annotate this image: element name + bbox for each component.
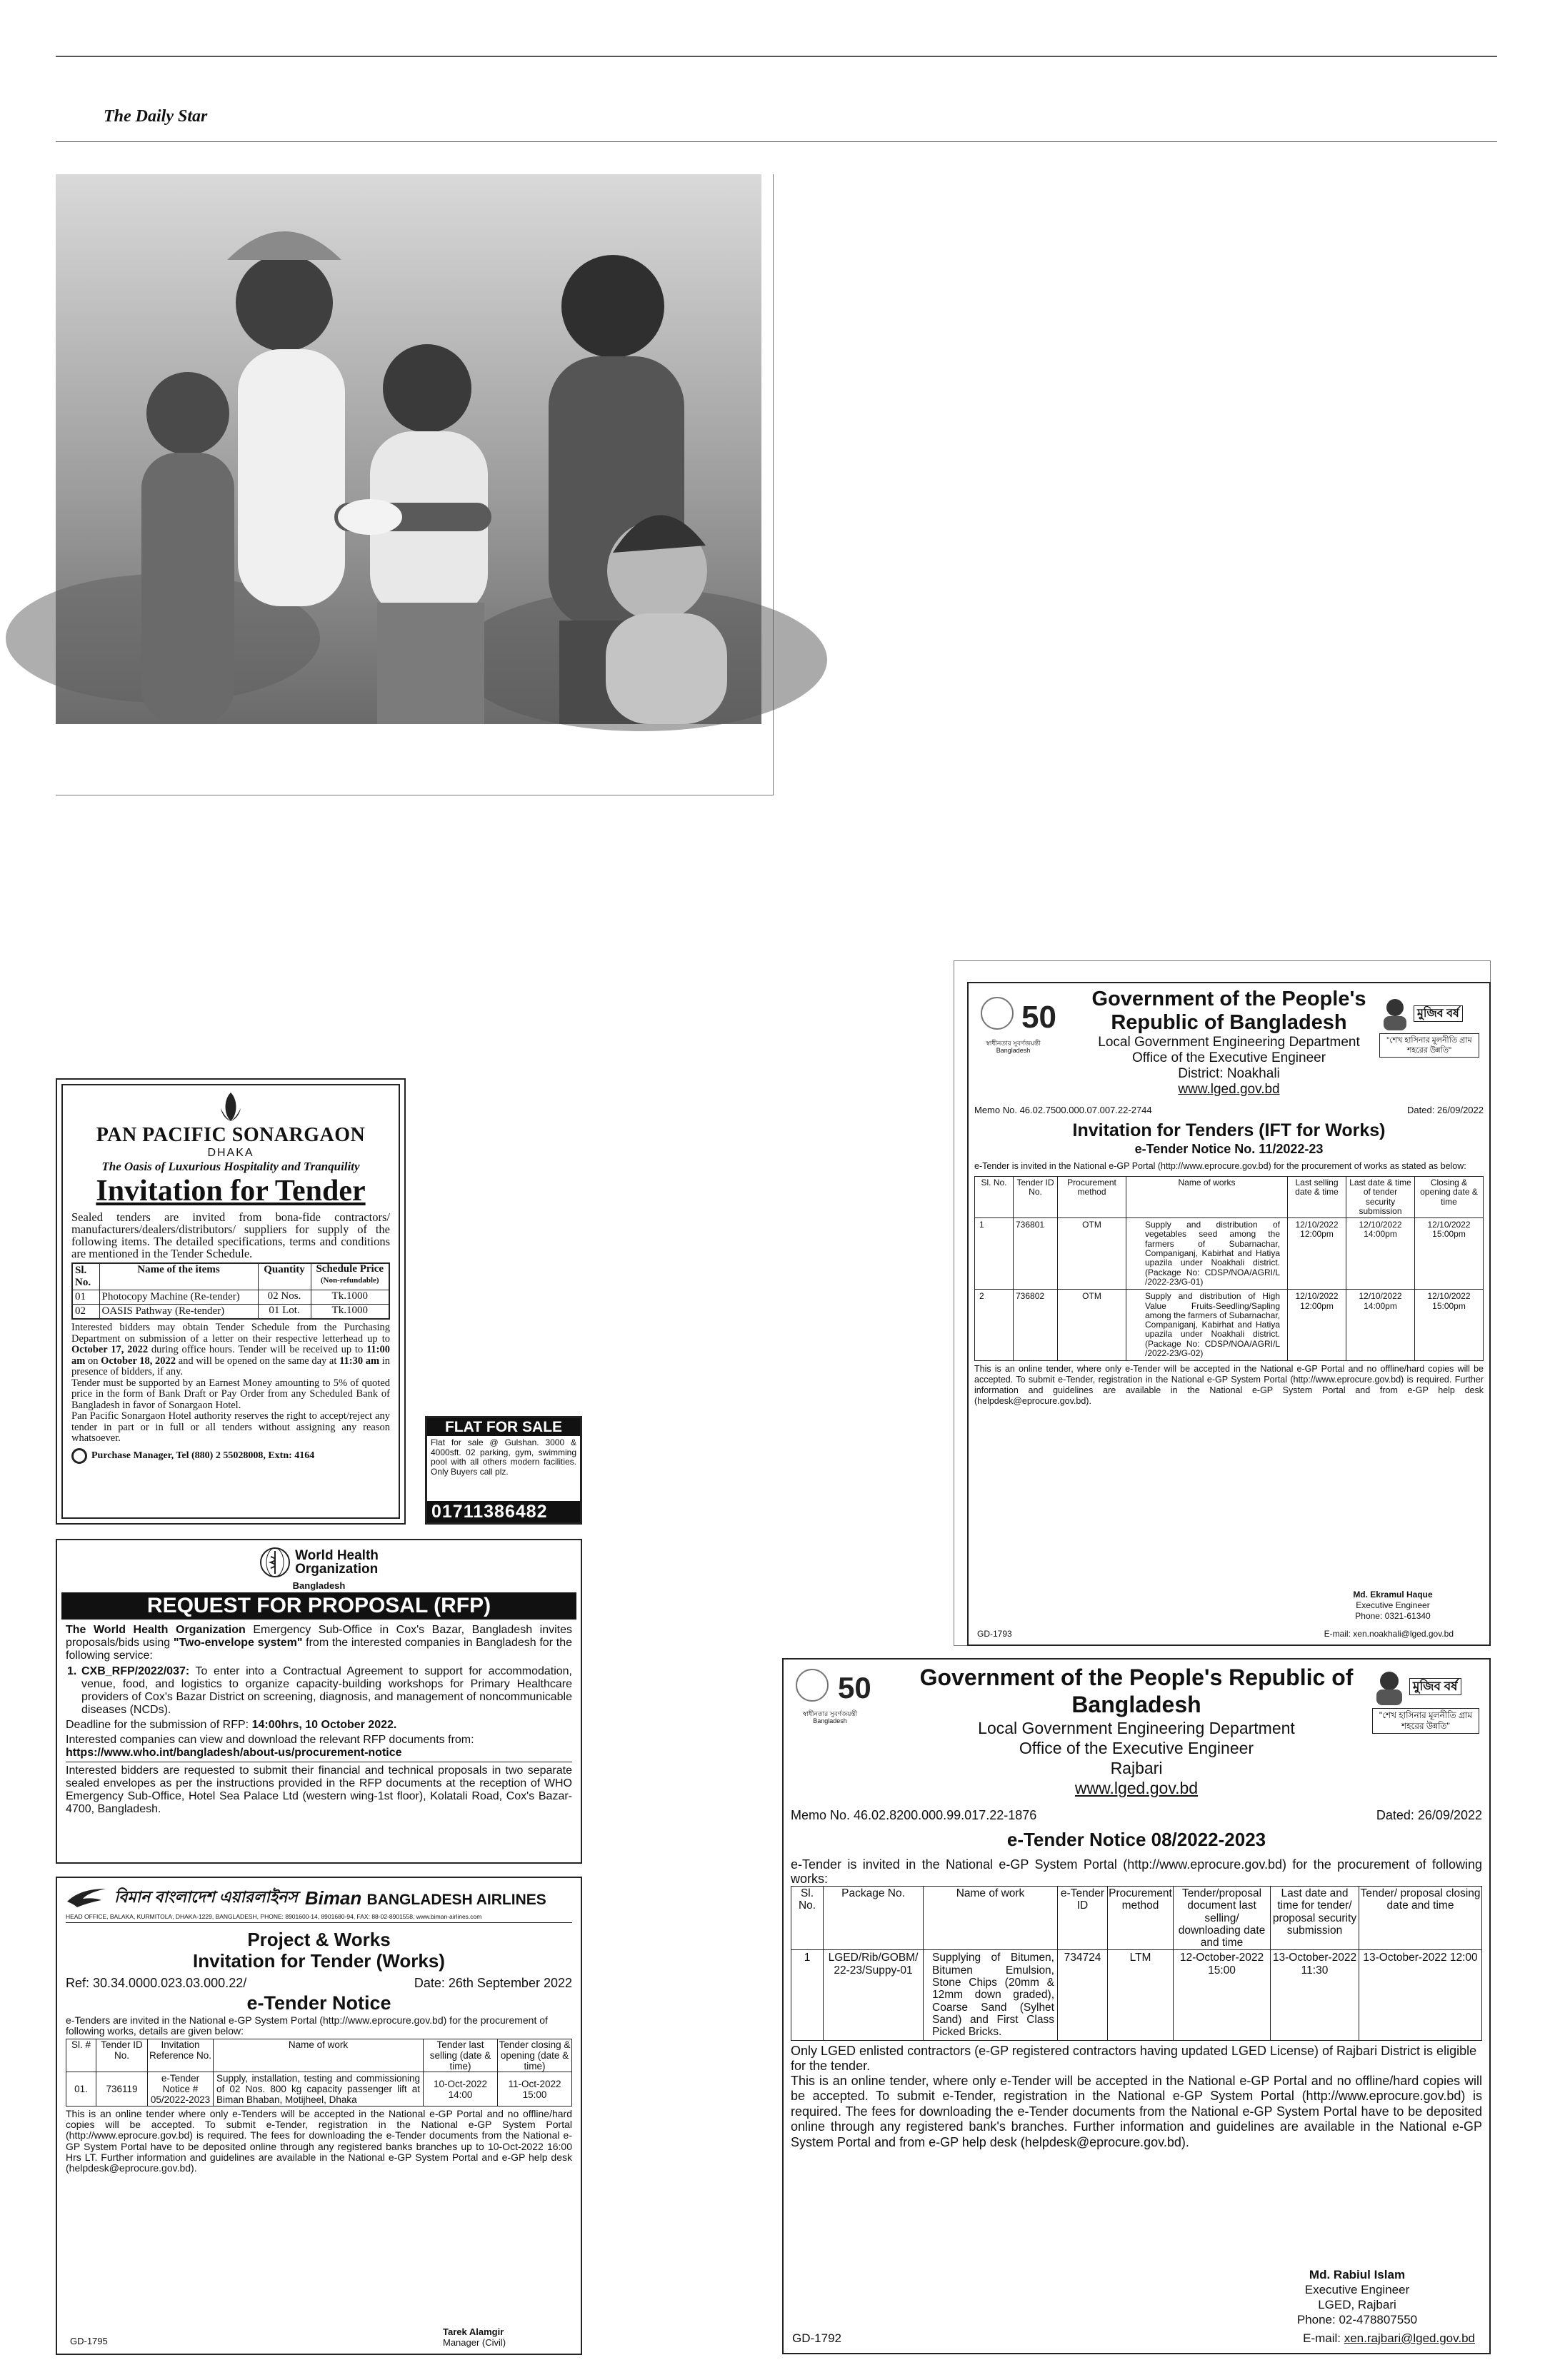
- flat-phone: 01711386482: [427, 1501, 580, 1522]
- children-photo: [56, 174, 761, 724]
- cell-sl: 01: [72, 1290, 99, 1305]
- col-selling: Tender/proposal document last selling/ downloading date and time: [1174, 1887, 1271, 1950]
- deadline-label: Deadline for the submission of RFP:: [66, 1719, 252, 1731]
- cell-sl: 02: [72, 1305, 99, 1320]
- noakhali-intro: e-Tender is invited in the National e-GP Portal (http://www.eprocure.gov.bd) for the procurement of works as stated as below:: [974, 1161, 1466, 1171]
- biman-bangla-name: বিমান বাংলাদেশ এয়ারলাইনস: [114, 1887, 298, 1906]
- col-work: Name of work: [924, 1887, 1058, 1950]
- col-package: Package No.: [824, 1887, 924, 1950]
- noakhali-memo-line: [974, 1105, 1484, 1115]
- cell-security: 12/10/2022 14:00pm: [1346, 1218, 1415, 1290]
- rfp-reference: CXB_RFP/2022/037:: [81, 1665, 190, 1677]
- flat-body: Flat for sale @ Gulshan. 3000 & 4000sft. 02 parking, gym, swimming pool with all others modern facilities. Only Buyers call plz.: [431, 1437, 576, 1477]
- schedule-deadline: October 17, 2022: [71, 1344, 149, 1355]
- table-row: [66, 2072, 572, 2107]
- noakhali-sign: [1325, 1590, 1461, 1622]
- jubilee-50-icon: [791, 1665, 869, 1707]
- who-url[interactable]: https://www.who.int/bangladesh/about-us/procurement-notice: [66, 1747, 572, 1762]
- cell-price: Tk.1000: [311, 1305, 389, 1320]
- cell-item: OASIS Pathway (Re-tender): [99, 1305, 258, 1320]
- item-number: 1.: [67, 1665, 77, 1677]
- body-text: Interested bidders may obtain Tender Schedule from the Purchasing Department on submission of a letter on their respective letterhead up to: [71, 1322, 390, 1345]
- tender-body-2: Tender must be supported by an Earnest Money amounting to 5% of quoted price in the form of Bank Draft or Pay Order from any Scheduled Bank of Bangladesh in favor of Sonargaon Hotel.: [71, 1377, 390, 1411]
- cell-qty: 01 Lot.: [258, 1305, 311, 1320]
- cell-method: OTM: [1058, 1218, 1126, 1290]
- slogan-box: "শেখ হাসিনার মূলনীতি গ্রাম শহরের উন্নতি": [1372, 1708, 1479, 1734]
- receive-time: 11:00 am: [71, 1344, 391, 1367]
- rajbari-gd: GD-1792: [792, 2331, 841, 2345]
- col-work: Name of work: [214, 2039, 424, 2072]
- mujib-block: [1379, 996, 1479, 1058]
- col-closing: Tender closing & opening (date & time): [498, 2039, 572, 2072]
- sign-phone: Phone: 02-478807550: [1296, 2313, 1418, 2326]
- who-org-name: [295, 1549, 379, 1576]
- rajbari-intro: e-Tender is invited in the National e-GP System Portal (http://www.eprocure.gov.bd) for the procurement of following works:: [791, 1857, 1482, 1886]
- noakhali-footer: This is an online tender, where only e-Tender will be accepted in the National e-GP Portal and no offline/hard copies will be accepted. To submit e-Tender, registration in the National e-GP System Portal (http://www.eprocure.gov.bd) is required. Further information and guidelines are available in the National e-GP System Portal and from e-GP help desk (helpdesk@eprocure.gov.bd).: [974, 1364, 1484, 1407]
- dated: Dated: 26/09/2022: [1376, 1808, 1482, 1822]
- biman-ad: [56, 1877, 582, 2355]
- col-closing: Closing & opening date & time: [1415, 1177, 1484, 1218]
- pan-pacific-logo: [71, 1090, 390, 1124]
- col-works: Name of works: [1126, 1177, 1288, 1218]
- sign-name: Tarek Alamgir: [443, 2326, 504, 2337]
- biman-table: [66, 2039, 572, 2107]
- sign-title: Executive Engineer: [1304, 2283, 1410, 2296]
- tender-items-table: [71, 1262, 390, 1320]
- table-row: [791, 1950, 1482, 2040]
- pan-pacific-inner: [61, 1084, 400, 1519]
- masthead-rule: [56, 141, 1497, 142]
- rajbari-notice: e-Tender Notice 08/2022-2023: [1006, 1829, 1266, 1850]
- col-qty: Quantity: [258, 1263, 311, 1290]
- col-sl: Sl. #: [66, 2039, 96, 2072]
- cell-tender-id: 736802: [1014, 1290, 1058, 1361]
- svg-text:50: 50: [1021, 1000, 1056, 1035]
- col-tender-id: e-Tender ID: [1058, 1887, 1108, 1950]
- col-security: Last date and time for tender/ proposal security submission: [1271, 1887, 1359, 1950]
- biman-title-2: Invitation for Tender (Works): [193, 1950, 445, 1972]
- biman-brand-name: Biman: [304, 1887, 362, 1909]
- noakhali-table: [974, 1176, 1484, 1361]
- rajbari-eligibility: Only LGED enlisted contractors (e-GP registered contractors having updated LGED License) of Rajbari District is eligible for the tender.: [791, 2043, 1477, 2073]
- sign-title: Manager (Civil): [443, 2337, 506, 2348]
- noakhali-email[interactable]: E-mail: xen.noakhali@lged.gov.bd: [1324, 1629, 1454, 1639]
- mujib-badge: মুজিব বর্ষ: [1409, 1678, 1461, 1695]
- cell-works: Supply and distribution of High Value Fruits-Seedling/Sapling among the farmers of Subarnachar, Companiganj, Kabirhat and Hatiya upazila under Noakhali district. (Package No: CDSP/NOA/AGRI/L /2022-23/G-02): [1126, 1290, 1288, 1361]
- who-item: [66, 1665, 572, 1717]
- jubilee-logo: [791, 1665, 869, 1724]
- tender-title: Invitation for Tender: [96, 1175, 366, 1207]
- noakhali-gd: GD-1793: [977, 1629, 1012, 1639]
- col-method: Procurement method: [1058, 1177, 1126, 1218]
- sign-office: LGED, Rajbari: [1318, 2298, 1396, 2311]
- lged-noakhali-ad: [967, 982, 1491, 1646]
- col-sl: Sl. No.: [791, 1887, 824, 1950]
- biman-notice: e-Tender Notice: [246, 1992, 391, 2014]
- col-method: Procurement method: [1108, 1887, 1174, 1950]
- body-text: from the interested companies in Bangladesh for the following service:: [66, 1637, 572, 1662]
- biman-intro: e-Tenders are invited in the National e-GP System Portal (http://www.eprocure.gov.bd) for the procurement of following works, details are given below:: [66, 2014, 548, 2037]
- sign-phone: Phone: 0321-61340: [1355, 1611, 1431, 1621]
- office: Office of the Executive Engineer: [1019, 1739, 1254, 1757]
- cell-package: LGED/Rib/GOBM/ 22-23/Suppy-01: [824, 1950, 924, 2040]
- body-text: on: [85, 1355, 101, 1367]
- memo: Memo No. 46.02.8200.000.99.017.22-1876: [791, 1808, 1037, 1822]
- hotel-city: DHAKA: [207, 1147, 254, 1159]
- cell-sl: 1: [791, 1950, 824, 2040]
- col-sl: Sl. No.: [975, 1177, 1014, 1218]
- col-selling: Tender last selling (date & time): [424, 2039, 498, 2072]
- lged-website-link[interactable]: www.lged.gov.bd: [1178, 1082, 1280, 1097]
- cell-item: Photocopy Machine (Re-tender): [99, 1290, 258, 1305]
- tender-body-3: Pan Pacific Sonargaon Hotel authority reserves the right to accept/reject any tender in part or in full or all tenders without assigning any reason whatsoever.: [71, 1410, 390, 1444]
- body-text: in presence of bidders, if any.: [71, 1355, 391, 1377]
- col-invitation: Invitation Reference No.: [148, 2039, 214, 2072]
- cell-work: Supply, installation, testing and commissioning of 02 Nos. 800 kg capacity passenger lift at Biman Bhaban, Motijheel, Dhaka: [214, 2072, 424, 2107]
- jubilee-50-icon: [976, 992, 1056, 1036]
- who-download: Interested companies can view and download the relevant RFP documents from:: [66, 1734, 474, 1746]
- cell-invitation: e-Tender Notice # 05/2022-2023: [148, 2072, 214, 2107]
- mujib-logo: [1379, 996, 1479, 1030]
- memo: Memo No. 46.02.7500.000.07.007.22-2744: [974, 1105, 1152, 1115]
- biman-sign: [443, 2326, 506, 2348]
- sign-name: Md. Ekramul Haque: [1353, 1590, 1433, 1600]
- who-deadline: [66, 1718, 572, 1732]
- cell-sl: 1: [975, 1218, 1014, 1290]
- cell-work: Supplying of Bitumen, Bitumen Emulsion, Stone Chips (20mm & 12mm down graded), Coarse Sand (Sylhet Sand) and First Class Picked Bricks.: [924, 1950, 1058, 2040]
- biman-brand: [305, 1887, 546, 1909]
- biman-title-1: Project & Works: [247, 1929, 391, 1950]
- who-rfp-ad: [56, 1539, 582, 1864]
- who-country: Bangladesh: [292, 1580, 346, 1591]
- biman-ref: Ref: 30.34.0000.023.03.000.22/: [66, 1976, 247, 1990]
- tender-contact: [71, 1448, 390, 1464]
- cell-works: Supply and distribution of vegetables seed among the farmers of Subarnachar, Companiganj, Kabirhat and Hatiya upazila under Noakhali district. (Package No: CDSP/NOA/AGRI/L /2022-23/G-01): [1126, 1218, 1288, 1290]
- receive-date: October 18, 2022: [101, 1355, 176, 1367]
- cell-security: 13-October-2022 11:30: [1271, 1950, 1359, 2040]
- biman-footer: This is an online tender where only e-Tenders will be accepted in the National e-GP Portal and no offline/hard copies will be accepted. To submit e-Tender, registration in the National e-GP System Portal (http://www.eprocure.gov.bd) is required. The fees for downloading the e-Tender documents from the National e-GP System Portal have to be deposited online through any registered banks branches up to 10-Oct-2022 16:00 Hrs LT. Further information and guidelines are available in the National e-GP System Portal and e-GP help desk (helpdesk@eprocure.gov.bd).: [66, 2108, 572, 2174]
- biman-address: HEAD OFFICE, BALAKA, KURMITOLA, DHAKA-1229, BANGLADESH, PHONE: 8901600-14, 8901680-94, FAX: 88-02-8901558, www.biman-airlines.com: [66, 1912, 572, 1923]
- biman-bird-icon: [66, 1886, 107, 1910]
- email-label: E-mail:: [1303, 2331, 1344, 2345]
- noakhali-notice: e-Tender Notice No. 11/2022-23: [1134, 1142, 1324, 1156]
- office: Office of the Executive Engineer: [1131, 1050, 1326, 1065]
- table-row: [975, 1218, 1484, 1290]
- dept: Local Government Engineering Department: [978, 1719, 1295, 1737]
- col-price: Schedule Price: [316, 1263, 384, 1275]
- cell-last-selling: 12/10/2022 12:00pm: [1288, 1218, 1346, 1290]
- who-submit: Interested bidders are requested to submit their financial and technical proposals in two separate sealed envelopes as per the instructions provided in the RFP documents at the reception of WHO Emergency Sub-Office, Hotel Sea Palace Ltd (western wing-1st floor), Kolatali Road, Cox's Bazar-4700, Bangladesh.: [66, 1764, 572, 1815]
- lged-website-link[interactable]: www.lged.gov.bd: [1074, 1779, 1199, 1797]
- hotel-tagline: The Oasis of Luxurious Hospitality and Tranquility: [101, 1160, 360, 1173]
- rajbari-email: [1303, 2331, 1475, 2346]
- mujib-logo: [1372, 1668, 1479, 1705]
- jubilee-text: স্বাধীনতার সুবর্ণজয়ন্তী Bangladesh: [986, 1040, 1041, 1054]
- table-row: [72, 1305, 389, 1320]
- body-text: To enter into a Contractual Agreement to support for accommodation, venue, food, and logistics to organize capacity-building workshops for Primary Healthcare providers of Cox's Bazar District on screening, diagnosis, and management of noncommunicable diseases (NCDs).: [81, 1665, 572, 1716]
- who-banner: REQUEST FOR PROPOSAL (RFP): [61, 1592, 576, 1620]
- biman-date: Date: 26th September 2022: [414, 1976, 572, 1990]
- cell-method: OTM: [1058, 1290, 1126, 1361]
- body-text: and will be opened on the same day at: [176, 1355, 340, 1367]
- col-tender-id: Tender ID No.: [96, 2039, 148, 2072]
- pan-pacific-ad: [56, 1078, 406, 1525]
- rajbari-email-link[interactable]: xen.rajbari@lged.gov.bd: [1344, 2331, 1475, 2345]
- table-row: [975, 1290, 1484, 1361]
- sign-name: Md. Rabiul Islam: [1309, 2268, 1406, 2281]
- mujib-badge: মুজিব বর্ষ: [1414, 1005, 1463, 1022]
- svg-text:50: 50: [838, 1671, 871, 1704]
- gov-title-1: Government of the People's: [1091, 988, 1366, 1010]
- cell-tender-id: 736119: [96, 2072, 148, 2107]
- sign-title: Executive Engineer: [1356, 1600, 1430, 1610]
- cell-sl: 2: [975, 1290, 1014, 1361]
- slogan-box: "শেখ হাসিনার মূলনীতি গ্রাম শহরের উন্নতি": [1379, 1033, 1479, 1058]
- mujib-block: [1372, 1668, 1479, 1734]
- cell-qty: 02 Nos.: [258, 1290, 311, 1305]
- cell-selling: 12-October-2022 15:00: [1174, 1950, 1271, 2040]
- who-org-bold: The World Health Organization: [66, 1624, 246, 1636]
- rajbari-header: [872, 1664, 1401, 1798]
- col-price-note: (Non-refundable): [320, 1276, 379, 1285]
- envelope-system: "Two-envelope system": [173, 1637, 303, 1649]
- deadline-value: 14:00hrs, 10 October 2022.: [251, 1719, 397, 1731]
- cell-closing: 12/10/2022 15:00pm: [1415, 1290, 1484, 1361]
- jubilee-text: স্বাধীনতার সুবর্ণজয়ন্তী Bangladesh: [802, 1710, 858, 1724]
- masthead-logo: The Daily Star: [104, 107, 208, 126]
- opening-time: 11:30 am: [339, 1355, 380, 1367]
- portrait-icon: [1372, 1668, 1406, 1705]
- lged-rajbari-ad: [782, 1658, 1491, 2354]
- rajbari-footer: This is an online tender, where only e-Tender will be accepted in the National e-GP Portal and no offline/hard copies will be accepted. To submit e-Tender, registration in the National e-GP System Portal (http://www.eprocure.gov.bd) is required. The fees for downloading the e-Tender documents from the National e-GP System Portal have to be deposited online through any registered bank's branches. Further information and guidelines are available in the National e-GP System Portal and from e-GP help desk (helpdesk@eprocure.gov.bd).: [791, 2073, 1482, 2149]
- gov-title: Government of the People's Republic of Bangladesh: [919, 1665, 1354, 1717]
- body-text: Emergency Sub-Office in Cox's Bazar, Bangladesh invites proposals/bids using: [66, 1624, 572, 1649]
- tender-body-1: [71, 1322, 390, 1378]
- noakhali-title: Invitation for Tenders (IFT for Works): [1072, 1120, 1386, 1140]
- biman-ref-line: [66, 1976, 572, 1991]
- flat-title: FLAT FOR SALE: [427, 1418, 580, 1436]
- top-rule: [56, 56, 1497, 57]
- cell-last-selling: 12/10/2022 12:00pm: [1288, 1290, 1346, 1361]
- cell-method: LTM: [1108, 1950, 1174, 2040]
- col-sl: Sl. No.: [72, 1263, 99, 1290]
- rajbari-table: [791, 1886, 1482, 2041]
- col-item: Name of the items: [99, 1263, 258, 1290]
- cell-selling: 10-Oct-2022 14:00: [424, 2072, 498, 2107]
- dated: Dated: 26/09/2022: [1407, 1105, 1484, 1115]
- cell-security: 12/10/2022 14:00pm: [1346, 1290, 1415, 1361]
- col-last-selling: Last selling date & time: [1288, 1177, 1346, 1218]
- hotel-name: PAN PACIFIC SONARGAON: [96, 1124, 366, 1146]
- biman-header: [66, 1884, 572, 1912]
- col-security: Last date & time of tender security submission: [1346, 1177, 1415, 1218]
- rajbari-memo-line: [791, 1808, 1482, 1823]
- globe-icon: [71, 1448, 87, 1464]
- cell-price: Tk.1000: [311, 1290, 389, 1305]
- who-org-line1: World Health: [295, 1548, 379, 1563]
- col-closing: Tender/ proposal closing date and time: [1359, 1887, 1482, 1950]
- cell-tender-id: 736801: [1014, 1218, 1058, 1290]
- contact-text: Purchase Manager, Tel (880) 2 55028008, Extn: 4164: [91, 1450, 315, 1461]
- body-text: during office hours. Tender will be received up to: [148, 1344, 366, 1355]
- col-tender-id: Tender ID No.: [1014, 1177, 1058, 1218]
- rajbari-sign: [1268, 2267, 1446, 2327]
- tender-intro: Sealed tenders are invited from bona-fide contractors/ manufacturers/dealers/distributors/ suppliers for supply of the following items. The detailed specifications, terms and conditions are mentioned in the Tender Schedule.: [71, 1210, 390, 1260]
- district: Rajbari: [1110, 1759, 1163, 1777]
- cell-closing: 11-Oct-2022 15:00: [498, 2072, 572, 2107]
- gov-title-2: Republic of Bangladesh: [1111, 1011, 1347, 1034]
- portrait-icon: [1379, 996, 1411, 1030]
- who-intro: [66, 1624, 572, 1662]
- district: District: Noakhali: [1178, 1066, 1280, 1081]
- who-emblem-icon: [259, 1547, 291, 1578]
- cell-tender-id: 734724: [1058, 1950, 1108, 2040]
- cell-closing: 13-October-2022 12:00: [1359, 1950, 1482, 2040]
- who-org-line2: Organization: [295, 1562, 379, 1577]
- dept: Local Government Engineering Department: [1098, 1035, 1360, 1050]
- flat-for-sale-ad: [425, 1416, 582, 1525]
- noakhali-header: [1079, 988, 1379, 1098]
- biman-gd: GD-1795: [70, 2336, 108, 2346]
- jubilee-logo: [976, 992, 1056, 1054]
- who-header: [66, 1545, 572, 1580]
- table-row: [72, 1290, 389, 1305]
- cell-sl: 01.: [66, 2072, 96, 2107]
- biman-brand-rest: BANGLADESH AIRLINES: [366, 1891, 546, 1908]
- cell-closing: 12/10/2022 15:00pm: [1415, 1218, 1484, 1290]
